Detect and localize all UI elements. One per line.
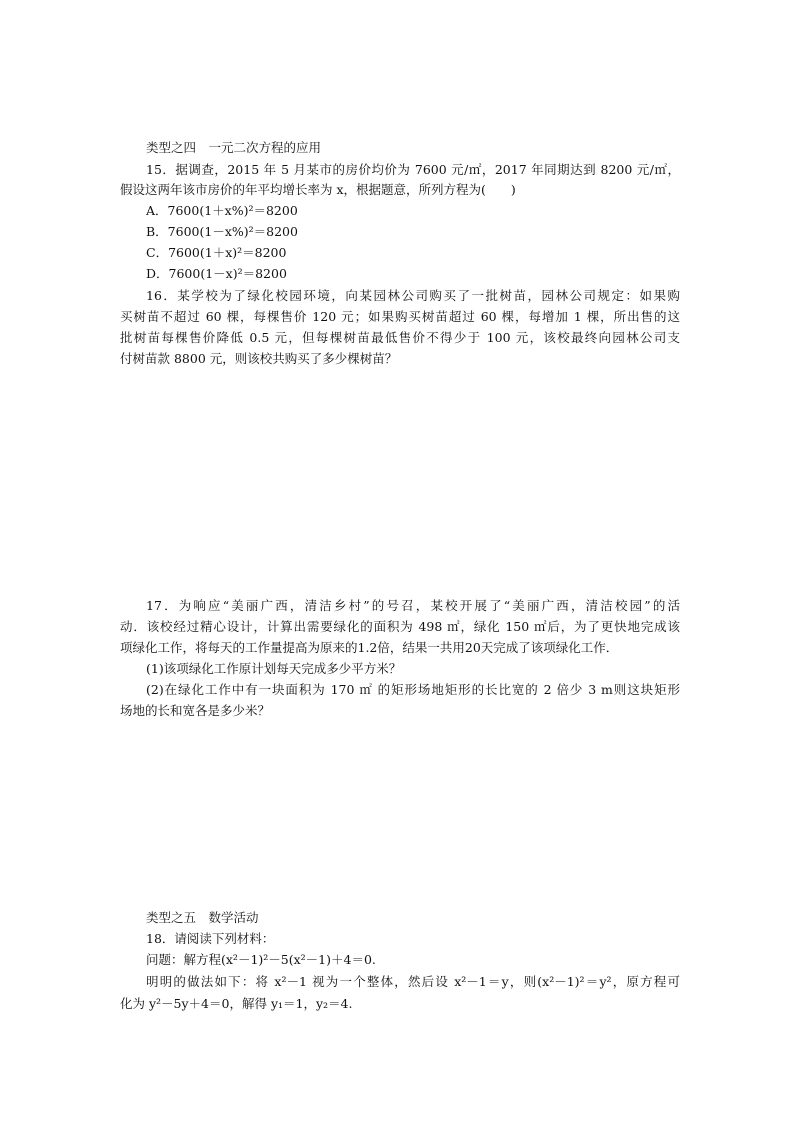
- q16-line3: 批树苗每棵售价降低 0.5 元，但每棵树苗最低售价不得少于 100 元，该校最终向园林公司支: [120, 330, 680, 345]
- section4-heading: 类型之四 一元二次方程的应用: [146, 140, 322, 155]
- section5-heading: 类型之五 数学活动: [146, 910, 259, 925]
- q18-line2: 问题：解方程(x²－1)²－5(x²－1)＋4＝0.: [146, 952, 376, 967]
- q16-line2: 买树苗不超过 60 棵，每棵售价 120 元；如果购买树苗超过 60 棵，每增加 1 棵，所出售的这: [120, 309, 680, 324]
- q15-line2: 假设这两年该市房价的年平均增长率为 x，根据题意，所列方程为( ): [120, 182, 516, 197]
- q17-sub2-line2: 场地的长和宽各是多少米？: [120, 703, 271, 718]
- q15-option-a: A．7600(1＋x%)²＝8200: [146, 203, 298, 218]
- q16-line1: 16．某学校为了绿化校园环境，向某园林公司购买了一批树苗，园林公司规定：如果购: [146, 288, 680, 303]
- q15-line1: 15．据调查，2015 年 5 月某市的房价均价为 7600 元/㎡，2017 年同期达到 8200 元/㎡，: [146, 162, 680, 177]
- q15-option-c: C．7600(1＋x)²＝8200: [146, 245, 287, 260]
- q15-option-d: D．7600(1－x)²＝8200: [146, 266, 287, 281]
- q17-sub1: (1)该项绿化工作原计划每天完成多少平方米？: [146, 661, 402, 676]
- q18-line1: 18．请阅读下列材料：: [146, 931, 275, 946]
- q17-sub2-line1: (2)在绿化工作中有一块面积为 170 ㎡ 的矩形场地矩形的长比宽的 2 倍少 3 m则这块矩形: [146, 682, 680, 697]
- q17-line2: 动．该校经过精心设计，计算出需要绿化的面积为 498 ㎡，绿化 150 ㎡后，为了更快地完成该: [120, 619, 680, 634]
- q18-line4: 化为 y²－5y＋4＝0，解得 y₁＝1，y₂＝4.: [120, 996, 353, 1011]
- q16-line4: 付树苗款 8800 元，则该校共购买了多少棵树苗？: [120, 351, 398, 366]
- q18-line3: 明明的做法如下：将 x²－1 视为一个整体，然后设 x²－1＝y，则(x²－1)²＝y²，原方程可: [146, 974, 680, 989]
- q15-option-b: B．7600(1－x%)²＝8200: [146, 224, 298, 239]
- q17-line1: 17．为响应“美丽广西，清洁乡村”的号召，某校开展了“美丽广西，清洁校园”的活: [146, 598, 680, 613]
- q17-line3: 项绿化工作，将每天的工作量提高为原来的1.2倍，结果一共用20天完成了该项绿化工作．: [120, 640, 619, 655]
